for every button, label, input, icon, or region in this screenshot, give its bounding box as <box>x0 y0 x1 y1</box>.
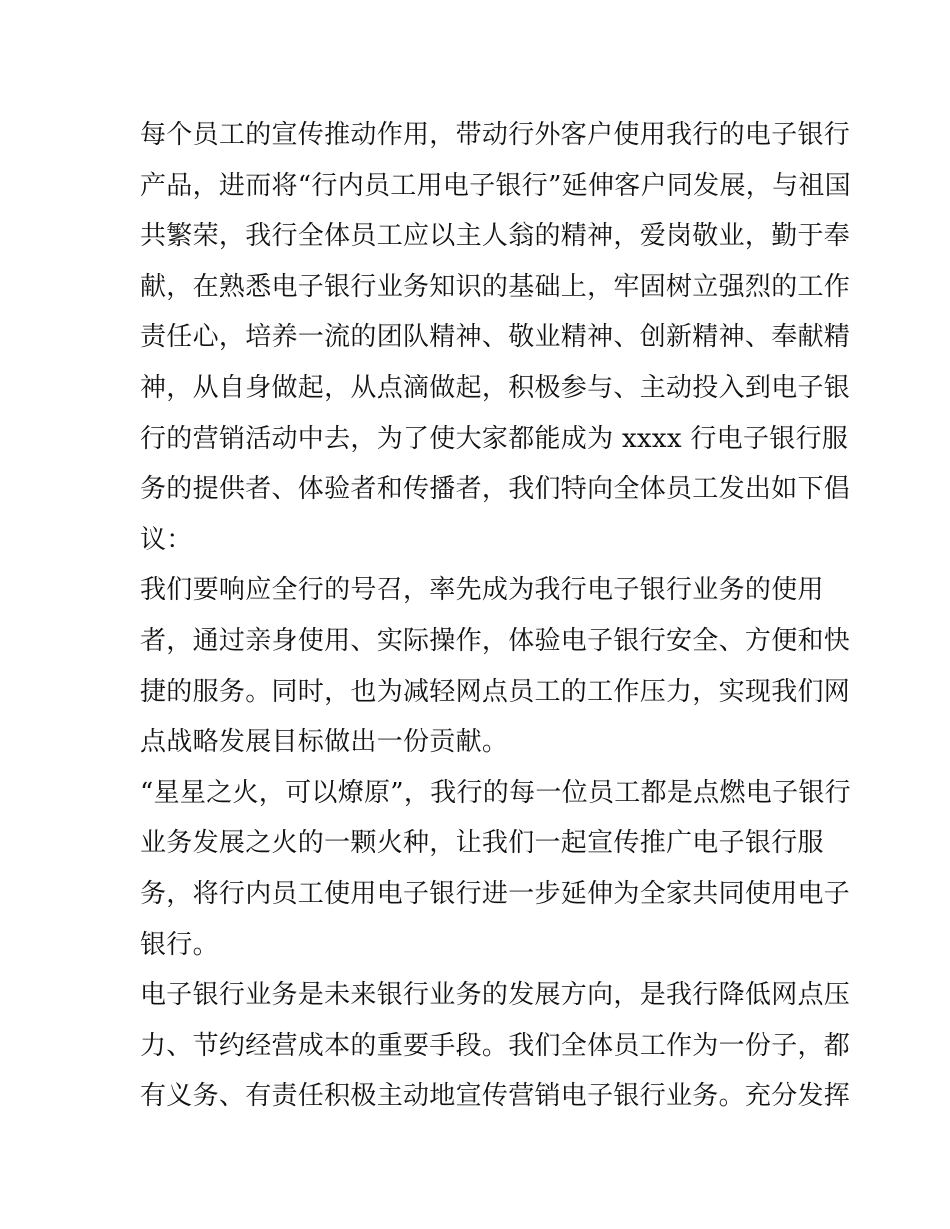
text-line: 点战略发展目标做出一份贡献。 <box>140 727 509 758</box>
text-line: 每个员工的宣传推动作用，带动行外客户使用我行的电子银行 <box>140 120 851 150</box>
text-line: 银行。 <box>140 929 219 960</box>
text-line: 献，在熟悉电子银行业务知识的基础上，牢固树立强烈的工作 <box>140 271 851 302</box>
text-line: “星星之火，可以燎原”，我行的每一位员工都是点燃电子银行 <box>140 777 851 808</box>
text-line: 议： <box>140 524 193 555</box>
text-line: 有义务、有责任积极主动地宣传营销电子银行业务。充分发挥 <box>140 1081 851 1112</box>
text-line: 神，从自身做起，从点滴做起，积极参与、主动投入到电子银 <box>140 372 851 403</box>
text-line: 电子银行业务是未来银行业务的发展方向，是我行降低网点压 <box>140 980 851 1011</box>
text-line: 捷的服务。同时，也为减轻网点员工的工作压力，实现我们网 <box>140 676 851 707</box>
text-line: 共繁荣，我行全体员工应以主人翁的精神，爱岗敬业，勤于奉 <box>140 221 851 252</box>
text-line: 务，将行内员工使用电子银行进一步延伸为全家共同使用电子 <box>140 878 851 909</box>
text-line: 者，通过亲身使用、实际操作，体验电子银行安全、方便和快 <box>140 625 851 656</box>
text-line: 业务发展之火的一颗火种，让我们一起宣传推广电子银行服 <box>140 828 824 859</box>
text-line: 我们要响应全行的号召，率先成为我行电子银行业务的使用 <box>140 575 824 606</box>
text-line: 行的营销活动中去，为了使大家都能成为 xxxx 行电子银行服 <box>140 423 849 454</box>
text-line: 力、节约经营成本的重要手段。我们全体员工作为一份子，都 <box>140 1030 851 1061</box>
document-body <box>140 110 851 1122</box>
text-line: 务的提供者、体验者和传播者，我们特向全体员工发出如下倡 <box>140 474 851 505</box>
text-line: 产品，进而将“行内员工用电子银行”延伸客户同发展，与祖国 <box>140 170 851 201</box>
text-line: 责任心，培养一流的团队精神、敬业精神、创新精神、奉献精 <box>140 322 851 353</box>
